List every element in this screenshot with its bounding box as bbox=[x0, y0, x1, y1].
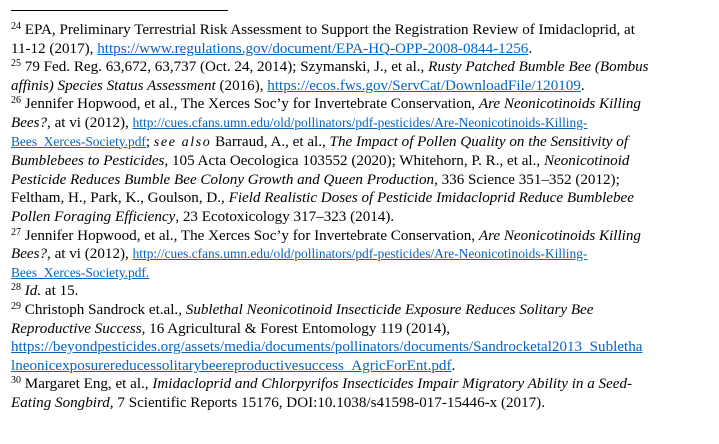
footnote-24 bbox=[11, 21, 711, 58]
footnote-text: , at vi (2012), bbox=[47, 246, 133, 263]
footnote-title: Are Neonicotinoids Killing bbox=[478, 96, 641, 113]
footnote-text: Jennifer Hopwood, et al., The Xerces Soc’y for Invertebrate Conservation, bbox=[24, 96, 479, 113]
footnote-list bbox=[11, 21, 711, 412]
footnote-27 bbox=[11, 227, 711, 283]
footnote-text: 11-12 (2017), bbox=[11, 40, 98, 57]
footnote-text: Feltham, H., Park, K., Goulson, D., bbox=[11, 190, 229, 207]
footnote-title: Rusty Patched Bumble Bee (Bombus bbox=[428, 59, 649, 76]
footnote-text: . bbox=[528, 40, 533, 57]
footnote-text: , at vi (2012), bbox=[47, 114, 133, 131]
beyondpesticides-link-part-2[interactable]: lneonicexposurereducessolitarybeereproductivesuccess_AgricForEnt.pdf bbox=[11, 357, 452, 374]
footnote-text: , 336 Science 351–352 (2012); bbox=[434, 171, 620, 188]
footnote-text: . bbox=[580, 77, 585, 94]
footnote-title: Sublethal Neonicotinoid Insecticide Exposure Reduces Solitary Bee bbox=[185, 301, 594, 318]
footnote-number: 25 bbox=[11, 58, 21, 70]
footnote-text: (2016), bbox=[215, 77, 268, 94]
footnote-text: Christoph Sandrock et.al., bbox=[24, 301, 186, 318]
footnote-number: 30 bbox=[11, 375, 21, 387]
xerces-pdf-link-part-2[interactable]: Bees_Xerces-Society.pdf bbox=[11, 133, 146, 149]
footnote-separator bbox=[11, 10, 228, 11]
footnote-text: , 23 Ecotoxicology 317–323 (2014). bbox=[175, 208, 395, 225]
footnote-title: Are Neonicotinoids Killing bbox=[478, 227, 641, 244]
footnote-title: Bumblebees to Pesticides bbox=[11, 153, 165, 170]
footnote-title: The Impact of Pollen Quality on the Sensitivity of bbox=[329, 133, 629, 150]
footnote-title: Neonicotinoid bbox=[543, 153, 630, 170]
footnote-30 bbox=[11, 375, 711, 412]
footnote-text: , 105 Acta Oecologica 103552 (2020); Whitehorn, P. R., et al., bbox=[164, 153, 544, 170]
footnote-text: EPA, Preliminary Terrestrial Risk Assessment to Support the Registration Review of Imidacloprid, at bbox=[24, 22, 635, 38]
footnote-title: affinis) Species Status Assessment bbox=[11, 77, 216, 94]
footnote-text: . bbox=[451, 357, 456, 374]
footnote-26 bbox=[11, 95, 711, 226]
footnote-number: 24 bbox=[11, 21, 21, 32]
footnote-28 bbox=[11, 282, 711, 301]
footnote-title: Id. bbox=[24, 283, 42, 300]
footnote-text: ; bbox=[145, 133, 154, 150]
footnote-25 bbox=[11, 58, 711, 95]
footnote-number: 27 bbox=[11, 226, 21, 238]
footnote-text: Barraud, A., et al., bbox=[211, 133, 330, 150]
footnote-number: 26 bbox=[11, 95, 21, 107]
footnote-number: 28 bbox=[11, 282, 21, 294]
footnote-title: Bees? bbox=[11, 114, 48, 131]
footnote-text: 79 Fed. Reg. 63,672, 63,737 (Oct. 24, 2014); Szymanski, J., et al., bbox=[24, 59, 429, 76]
xerces-pdf-link-part-1[interactable]: http://cues.cfans.umn.edu/old/pollinators/pdf-pesticides/Are-Neonicotinoids-Killing- bbox=[132, 114, 588, 130]
footnotes-page bbox=[0, 10, 719, 444]
see-also-signal: see also bbox=[153, 134, 212, 150]
footnote-text: at 15. bbox=[41, 283, 79, 300]
footnote-title: Imidacloprid and Chlorpyrifos Insecticides Impair Migratory Ability in a Seed- bbox=[152, 376, 633, 393]
footnote-text: 7 Scientific Reports 15176, DOI:10.1038/s41598-017-15446-x (2017). bbox=[113, 394, 545, 411]
footnote-text: Jennifer Hopwood, et al., The Xerces Soc’y for Invertebrate Conservation, bbox=[24, 227, 479, 244]
footnote-title: Eating Songbird, bbox=[11, 394, 114, 411]
footnote-title: Bees? bbox=[11, 246, 48, 263]
footnote-text: Margaret Eng, et al., bbox=[24, 376, 153, 393]
footnote-text: , 16 Agricultural & Forest Entomology 119 (2014), bbox=[141, 320, 451, 337]
xerces-pdf-link-part-1[interactable]: http://cues.cfans.umn.edu/old/pollinators/pdf-pesticides/Are-Neonicotinoids-Killing- bbox=[132, 246, 588, 262]
xerces-pdf-link-part-2[interactable]: Bees_Xerces-Society.pdf. bbox=[11, 264, 150, 280]
beyondpesticides-link-part-1[interactable]: https://beyondpesticides.org/assets/media/documents/pollinators/documents/Sandrocketal2013_Subletha bbox=[11, 339, 643, 356]
footnote-number: 29 bbox=[11, 300, 21, 312]
footnote-title: Reproductive Success bbox=[11, 320, 142, 337]
footnote-title: Pesticide Reduces Bumble Bee Colony Growth and Queen Production bbox=[11, 171, 435, 188]
footnote-title: Field Realistic Doses of Pesticide Imidacloprid Reduce Bumblebee bbox=[228, 190, 634, 207]
regulations-gov-link[interactable]: https://www.regulations.gov/document/EPA-HQ-OPP-2008-0844-1256 bbox=[97, 40, 529, 57]
ecos-fws-link[interactable]: https://ecos.fws.gov/ServCat/DownloadFile/120109 bbox=[267, 77, 581, 94]
footnote-29 bbox=[11, 301, 711, 375]
footnote-title: Pollen Foraging Efficiency bbox=[11, 208, 176, 225]
